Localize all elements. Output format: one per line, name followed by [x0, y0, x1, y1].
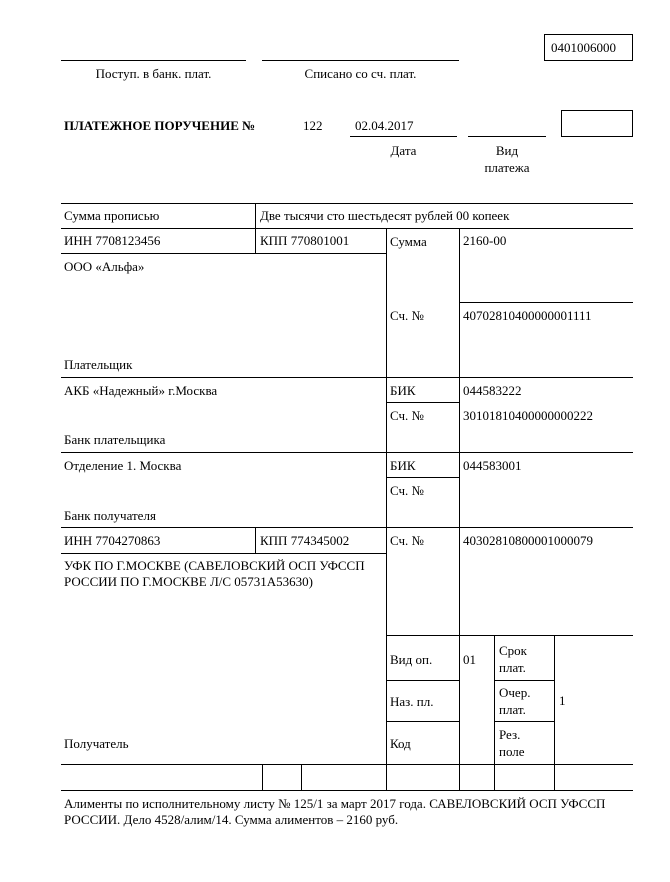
recipient-bank-name: Отделение 1. Москва — [64, 458, 182, 473]
recipient-bank-bik: 044583001 — [463, 458, 522, 473]
grid-line — [61, 253, 386, 254]
op-type: 01 — [463, 652, 476, 667]
sum-label: Сумма — [390, 234, 427, 249]
recipient-label: Получатель — [64, 736, 129, 751]
status-box — [561, 110, 633, 137]
reserve-label-1: Рез. — [499, 727, 521, 742]
recipient-bank-bik-label: БИК — [390, 458, 416, 473]
payer-bank-bik-label: БИК — [390, 383, 416, 398]
payer-bank-account: 30101810400000000222 — [463, 408, 593, 423]
grid-line — [61, 377, 633, 378]
order-label-2: плат. — [499, 702, 526, 717]
recipient-bank-label: Банк получателя — [64, 508, 156, 523]
date-line — [350, 136, 457, 137]
debited-label: Списано со сч. плат. — [304, 66, 417, 81]
term-label-2: плат. — [499, 660, 526, 675]
payer-bank-account-label: Сч. № — [390, 408, 424, 423]
sum-value: 2160-00 — [463, 233, 507, 248]
grid-line — [262, 764, 263, 790]
recipient-account-label: Сч. № — [390, 533, 424, 548]
debited-line — [262, 60, 459, 61]
grid-line — [459, 302, 633, 303]
order-value: 1 — [559, 693, 566, 708]
grid-line — [61, 452, 633, 453]
grid-line — [459, 228, 460, 790]
recipient-bank-account-label: Сч. № — [390, 483, 424, 498]
received-line — [61, 60, 246, 61]
grid-line — [386, 402, 459, 403]
payer-bank-label: Банк плательщика — [64, 432, 166, 447]
grid-line — [61, 228, 633, 229]
grid-line — [554, 635, 555, 790]
grid-line — [61, 527, 633, 528]
form-code: 0401006000 — [551, 40, 616, 55]
grid-line — [494, 680, 554, 681]
amount-words-label: Сумма прописью — [64, 208, 160, 223]
recipient-account: 40302810800001000079 — [463, 533, 593, 548]
grid-line — [301, 764, 302, 790]
grid-line — [386, 635, 633, 636]
amount-words: Две тысячи сто шестьдесят рублей 00 копеек — [260, 208, 510, 223]
recipient-inn: ИНН 7704270863 — [64, 533, 161, 548]
grid-line — [386, 680, 459, 681]
payer-account-label: Сч. № — [390, 308, 424, 323]
purpose-code-label: Наз. пл. — [390, 694, 434, 709]
grid-line — [61, 203, 633, 204]
grid-line — [386, 228, 387, 790]
order-label-1: Очер. — [499, 685, 531, 700]
payment-type-line — [468, 136, 546, 137]
grid-line — [386, 721, 459, 722]
page-title: ПЛАТЕЖНОЕ ПОРУЧЕНИЕ № — [64, 118, 256, 133]
term-label-1: Срок — [499, 643, 527, 658]
payer-bank-name: АКБ «Надежный» г.Москва — [64, 383, 218, 398]
payer-bank-bik: 044583222 — [463, 383, 522, 398]
payer-label: Плательщик — [64, 357, 133, 372]
order-number: 122 — [303, 118, 323, 133]
payer-inn: ИНН 7708123456 — [64, 233, 161, 248]
date-label: Дата — [390, 143, 417, 158]
grid-line — [255, 203, 256, 253]
reserve-label-2: поле — [499, 744, 525, 759]
recipient-name: УФК ПО Г.МОСКВЕ (САВЕЛОВСКИЙ ОСП УФССП РОССИИ ПО Г.МОСКВЕ Л/С 05731А53630) — [64, 558, 365, 589]
payer-account: 40702810400000001111 — [463, 308, 592, 323]
payment-type-label-1: Вид — [495, 143, 519, 158]
payment-type-label-2: платежа — [484, 160, 530, 175]
payment-purpose: Алименты по исполнительному листу № 125/1 за март 2017 года. САВЕЛОВСКИЙ ОСП УФССП РОССИИ. Дело 4528/алим/14. Сумма алиментов – 2160 руб. — [64, 796, 606, 827]
grid-line — [255, 527, 256, 553]
grid-line — [494, 721, 554, 722]
grid-line — [61, 790, 633, 791]
received-label: Поступ. в банк. плат. — [95, 66, 212, 81]
order-date: 02.04.2017 — [355, 118, 414, 133]
recipient-kpp: КПП 774345002 — [260, 533, 350, 548]
payer-kpp: КПП 770801001 — [260, 233, 350, 248]
grid-line — [494, 635, 495, 790]
grid-line — [61, 553, 386, 554]
grid-line — [386, 477, 459, 478]
payer-name: ООО «Альфа» — [64, 259, 145, 274]
code-label: Код — [390, 736, 411, 751]
op-type-label: Вид оп. — [390, 652, 433, 667]
grid-line — [61, 764, 633, 765]
